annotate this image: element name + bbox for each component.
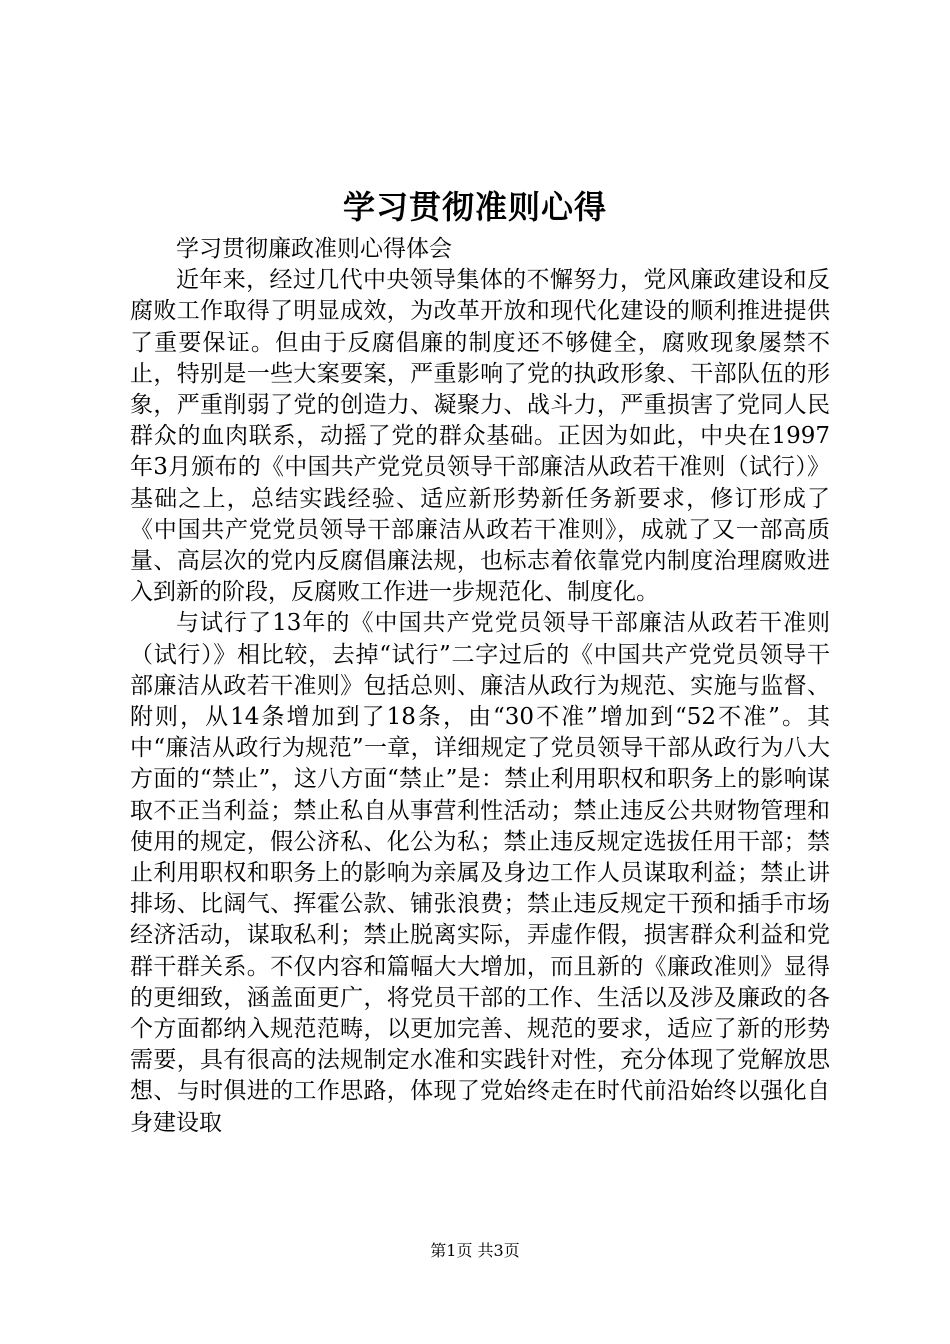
subtitle-paragraph: 学习贯彻廉政准则心得体会 — [176, 236, 452, 262]
document-title: 学习贯彻准则心得 — [342, 188, 607, 226]
page-number-footer: 第1页 共3页 — [430, 1241, 520, 1260]
document-body — [130, 234, 830, 1139]
body-paragraph: 与试行了13年的《中国共产党党员领导干部廉洁从政若干准则（试行）》相比较，去掉“试行”二字过后的《中国共产党党员领导干部廉洁从政若干准则》包括总则、廉洁从政行为规范、实施与监督、附则，从14条增加到了18条，由“30不准”增加到“52不准”。其中“廉洁从政行为规范”一章，详细规定了党员领导干部从政行为八大方面的“禁止”，这八方面“禁止”是：禁止利用职权和职务上的影响谋取不正当利益；禁止私自从事营利性活动；禁止违反公共财物管理和使用的规定，假公济私、化公为私；禁止违反规定选拔任用干部；禁止利用职权和职务上的影响为亲属及身边工作人员谋取利益；禁止讲排场、比阔气、挥霍公款、铺张浪费；禁止违反规定干预和插手市场经济活动，谋取私利；禁止脱离实际，弄虚作假，损害群众利益和党群干群关系。不仅内容和篇幅大大增加，而且新的《廉政准则》显得的更细致，涵盖面更广，将党员干部的工作、生活以及涉及廉政的各个方面都纳入规范范畴，以更加完善、规范的要求，适应了新的形势需要，具有很高的法规制定水准和实践针对性，充分体现了党解放思想、与时俱进的工作思路，体现了党始终走在时代前沿始终以强化自身建设取 — [130, 610, 830, 1136]
body-paragraph: 近年来，经过几代中央领导集体的不懈努力，党风廉政建设和反腐败工作取得了明显成效，为改革开放和现代化建设的顺利推进提供了重要保证。但由于反腐倡廉的制度还不够健全，腐败现象屡禁不止，特别是一些大案要案，严重影响了党的执政形象、干部队伍的形象，严重削弱了党的创造力、凝聚力、战斗力，严重损害了党同人民群众的血肉联系，动摇了党的群众基础。正因为如此，中央在1997年3月颁布的《中国共产党党员领导干部廉洁从政若干准则（试行）》基础之上，总结实践经验、适应新形势新任务新要求，修订形成了《中国共产党党员领导干部廉洁从政若干准则》，成就了又一部高质量、高层次的党内反腐倡廉法规，也标志着依靠党内制度治理腐败进入到新的阶段，反腐败工作进一步规范化、制度化。 — [130, 267, 830, 606]
